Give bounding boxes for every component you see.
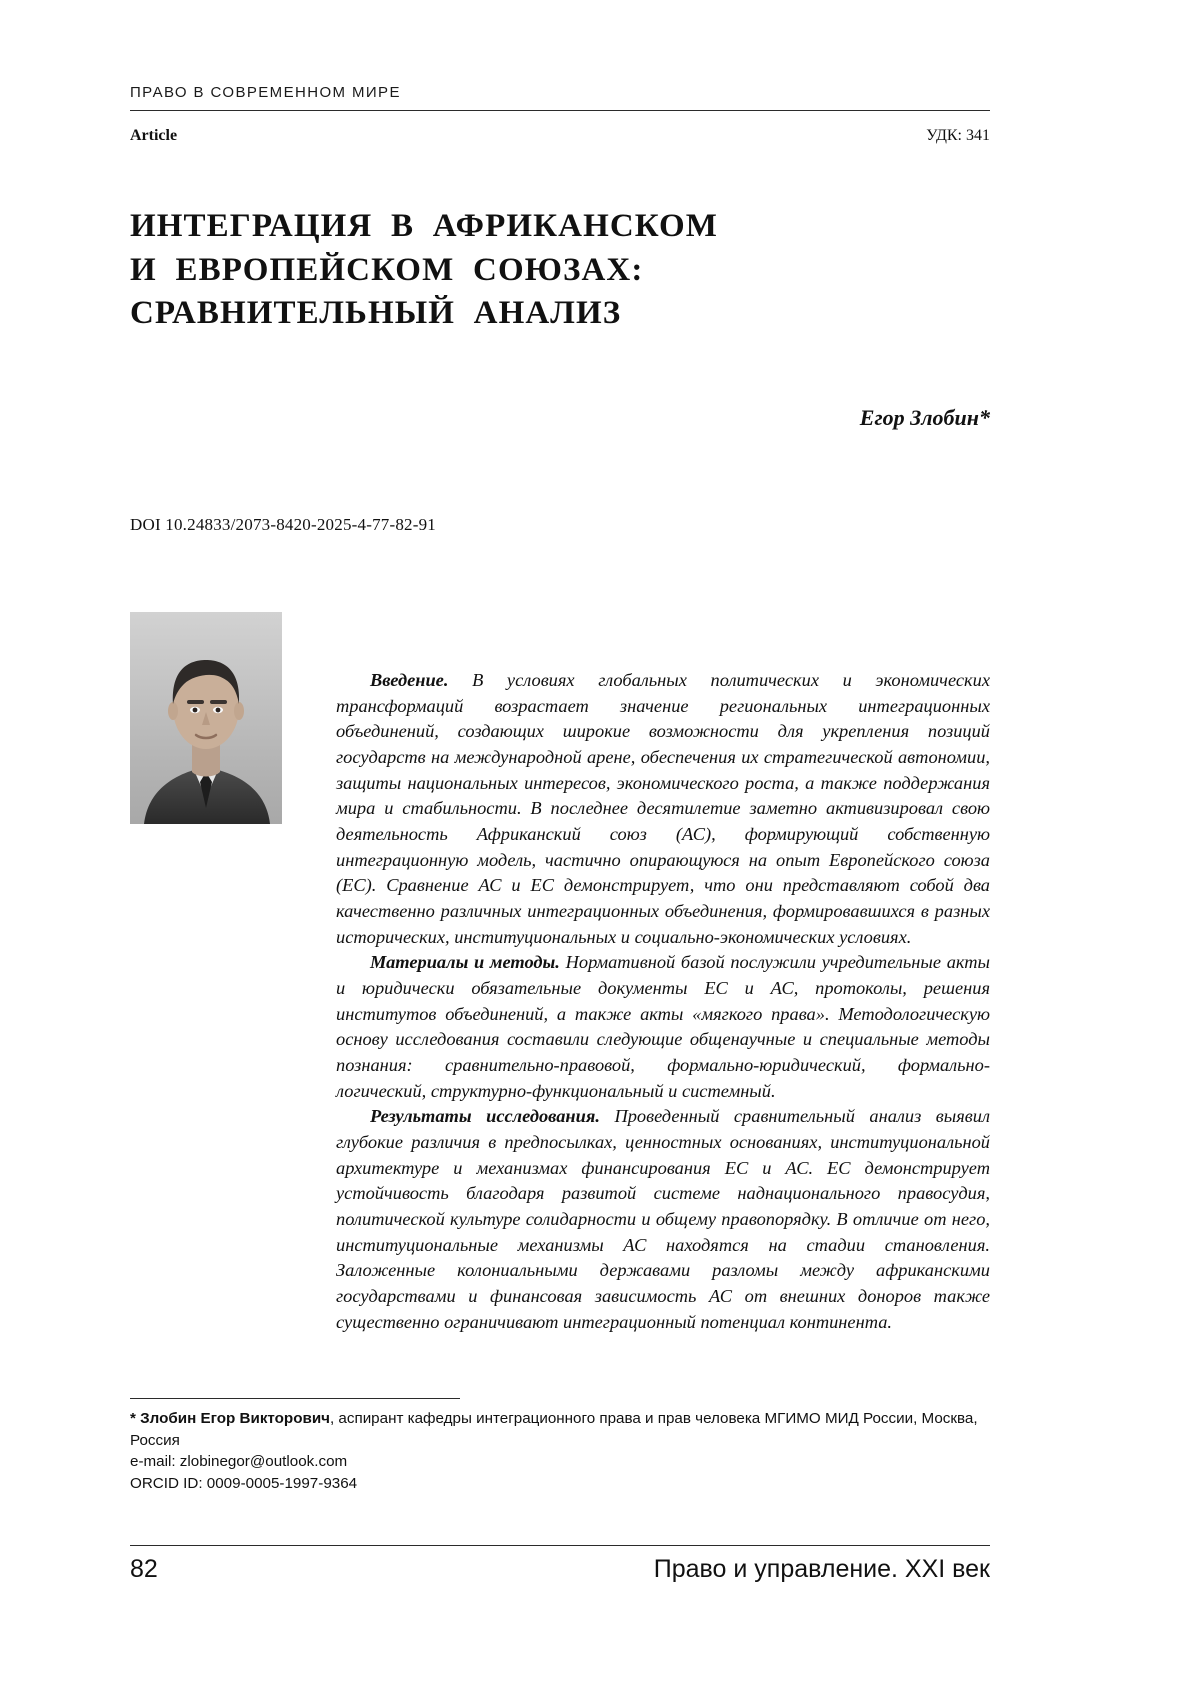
- page-footer: [130, 1555, 990, 1584]
- article-type-label: Article: [130, 127, 178, 144]
- abstract-label-methods: Материалы и методы.: [370, 952, 560, 973]
- doi-identifier: DOI 10.24833/2073-8420-2025-4-77-82-91: [130, 515, 437, 534]
- author-name: Егор Злобин*: [859, 405, 990, 430]
- footnote-divider: [130, 1398, 460, 1399]
- title-line-1: ИНТЕГРАЦИЯ В АФРИКАНСКОМ: [130, 208, 719, 244]
- title-line-2: И ЕВРОПЕЙСКОМ СОЮЗАХ:: [130, 251, 644, 288]
- journal-title: Право и управление. XXI век: [653, 1555, 990, 1583]
- author-photo: [130, 612, 282, 824]
- article-meta-row: [130, 127, 990, 145]
- header-divider: [130, 110, 990, 111]
- footnote-affiliation: , аспирант кафедры интеграционного права и прав человека МГИМО МИД России, Москва, Россия: [130, 1410, 978, 1449]
- page-title: [130, 205, 920, 336]
- abstract-text-results: Проведенный сравнительный анализ выявил глубокие различия в предпосылках, ценностных основаниях, институциональной архитектуре и механизмах финансирования ЕС и АС. ЕС демонстрирует устойчивость благодаря развитой системе наднационального правосудия, политической культуре солидарности и общему правопорядку. В отличие от него, институциональные механизмы АС находятся на стадии становления. Заложенные колониальными державами разломы между африканскими государствами и финансовая зависимость АС от внешних доноров также существенно ограничивают интеграционный потенциал континента.: [336, 1106, 990, 1332]
- footnote-orcid[interactable]: ORCID ID: 0009-0005-1997-9364: [130, 1474, 358, 1492]
- title-line-3: СРАВНИТЕЛЬНЫЙ АНАЛИЗ: [130, 295, 622, 332]
- abstract-paragraph-results: [336, 1104, 990, 1335]
- portrait-illustration: [130, 612, 282, 824]
- author-footnote: [130, 1408, 990, 1494]
- abstract-label-introduction: Введение.: [370, 670, 449, 690]
- footnote-author-name: * Злобин Егор Викторович: [130, 1410, 330, 1427]
- abstract: [336, 668, 990, 1335]
- running-head: ПРАВО В СОВРЕМЕННОМ МИРЕ: [130, 84, 401, 101]
- abstract-text-methods: Нормативной базой послужили учредительные акты и юридически обязательные документы ЕС и АС, протоколы, решения институтов объединений, а также акты «мягкого права». Методологическую основу исследования составили следующие общенаучные и специальные методы познания: сравнительно-правовой, формально-юридический, формально-логический, структурно-функциональный и системный.: [336, 952, 990, 1101]
- abstract-text-introduction: В условиях глобальных политических и экономических трансформаций возрастает значение региональных интеграционных объединений, создающих широкие возможности для укрепления позиций государств на международной арене, обеспечения их стратегической автономии, защиты национальных интересов, экономического роста, а также поддержания мира и стабильности. В последнее десятилетие заметно активизировал свою деятельность Африканский союз (АС), формирующий собственную интеграционную модель, частично опирающуюся на опыт Европейского союза (ЕС). Сравнение АС и ЕС демонстрирует, что они представляют собой два качественно различных интеграционных объединения, формировавшихся в разных исторических, институциональных и социально-экономических условиях.: [336, 670, 990, 947]
- footnote-email[interactable]: e-mail: zlobinegor@outlook.com: [130, 1453, 348, 1471]
- udk-code: УДК: 341: [926, 127, 990, 144]
- page-number: 82: [130, 1555, 158, 1583]
- page-content: [130, 0, 990, 1697]
- abstract-label-results: Результаты исследования.: [370, 1106, 600, 1127]
- abstract-paragraph-methods: [336, 950, 990, 1104]
- abstract-paragraph-introduction: [336, 668, 990, 950]
- footer-divider: [130, 1545, 990, 1546]
